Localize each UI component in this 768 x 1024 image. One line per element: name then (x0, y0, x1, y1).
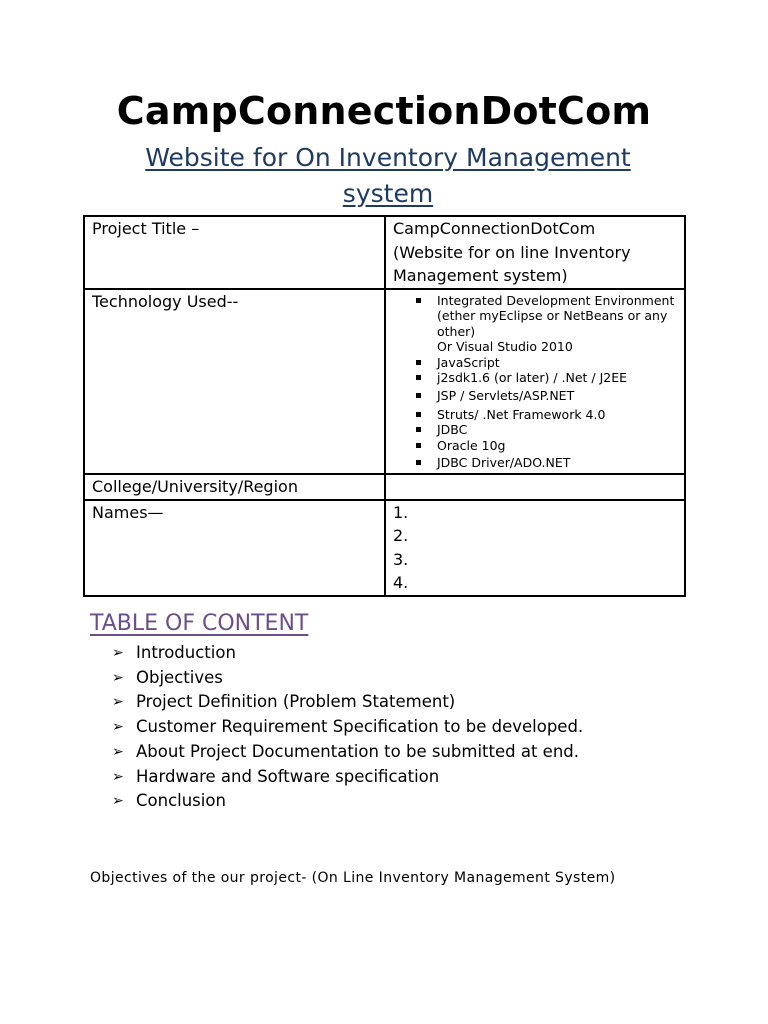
toc-item-text: Introduction (136, 643, 236, 662)
project-title-line: Management system) (393, 266, 568, 285)
technology-item-text: JDBC Driver/ADO.NET (437, 455, 571, 471)
college-label: College/University/Region (84, 474, 385, 500)
toc-item-text: Project Definition (Problem Statement) (136, 692, 456, 712)
table-row-college (84, 474, 685, 500)
toc-item (110, 789, 583, 814)
arrowhead-bullet-icon: ➢ (112, 743, 124, 760)
technology-list-item (437, 355, 684, 371)
toc-item-text: Customer Requirement Specification to be developed. (136, 717, 584, 737)
objectives-line: Objectives of the our project- (On Line Inventory Management System) (90, 870, 616, 886)
document-subtitle (100, 140, 676, 212)
document-title (0, 88, 768, 134)
table-row-names (84, 500, 685, 596)
technology-item-text: Struts/ .Net Framework 4.0 (437, 406, 606, 422)
arrowhead-bullet-icon: ➢ (112, 768, 124, 785)
technology-list-item (437, 407, 684, 423)
toc-item (110, 666, 583, 691)
names-entry: 1. (393, 502, 409, 522)
arrowhead-bullet-icon: ➢ (112, 669, 124, 686)
table-row-project-title (84, 216, 685, 289)
technology-list-item (437, 455, 684, 471)
names-value (385, 500, 685, 596)
technology-list-item (437, 388, 684, 404)
technology-item-text: j2sdk1.6 (or later) / .Net / J2EE (437, 370, 628, 386)
toc-item (110, 641, 583, 666)
technology-list-item (437, 438, 684, 454)
names-entry: 2. (393, 526, 409, 546)
project-info-table (83, 215, 686, 597)
arrowhead-bullet-icon: ➢ (112, 645, 124, 661)
technology-item-text: JavaScript (437, 354, 500, 370)
toc-item (110, 715, 583, 740)
subtitle-text: Website for On Inventory Management system (145, 143, 631, 208)
technology-item-subline: other) (437, 323, 476, 339)
technology-item-text: JSP / Servlets/ASP.NET (437, 388, 575, 404)
project-title-line: CampConnectionDotCom (393, 219, 596, 238)
toc-item (110, 690, 583, 715)
toc-item (110, 765, 583, 790)
names-entry: 3. (393, 549, 409, 569)
technology-label: Technology Used-- (84, 289, 385, 475)
toc-item-text: Objectives (136, 667, 223, 687)
title-text: CampConnectionDotCom (116, 89, 652, 133)
technology-list-item (437, 422, 684, 438)
arrowhead-bullet-icon: ➢ (112, 793, 124, 810)
technology-item-subline: Or Visual Studio 2010 (437, 339, 573, 355)
names-label: Names— (84, 500, 385, 596)
arrowhead-bullet-icon: ➢ (112, 694, 124, 711)
project-title-value (385, 216, 685, 289)
toc-heading: TABLE OF CONTENT (90, 611, 309, 636)
names-entry: 4. (393, 573, 409, 593)
table-row-technology (84, 289, 685, 475)
college-value (385, 474, 685, 500)
technology-item-text: Integrated Development Environment (437, 292, 675, 308)
toc-item (110, 740, 583, 765)
toc-item-text: Conclusion (136, 791, 226, 811)
arrowhead-bullet-icon: ➢ (112, 719, 124, 736)
project-title-label: Project Title – (84, 216, 385, 289)
technology-item-subline: (ether myEclipse or NetBeans or any (437, 308, 668, 324)
project-title-line: (Website for on line Inventory (393, 242, 631, 262)
technology-item-text: JDBC (437, 422, 468, 438)
technology-value (385, 289, 685, 475)
toc-list (110, 641, 583, 814)
technology-list-item (437, 370, 684, 386)
toc-item-text: About Project Documentation to be submitted at end. (136, 741, 579, 761)
technology-list-item (437, 293, 684, 355)
technology-list (393, 293, 684, 472)
technology-item-text: Oracle 10g (437, 437, 506, 453)
toc-item-text: Hardware and Software specification (136, 766, 440, 786)
